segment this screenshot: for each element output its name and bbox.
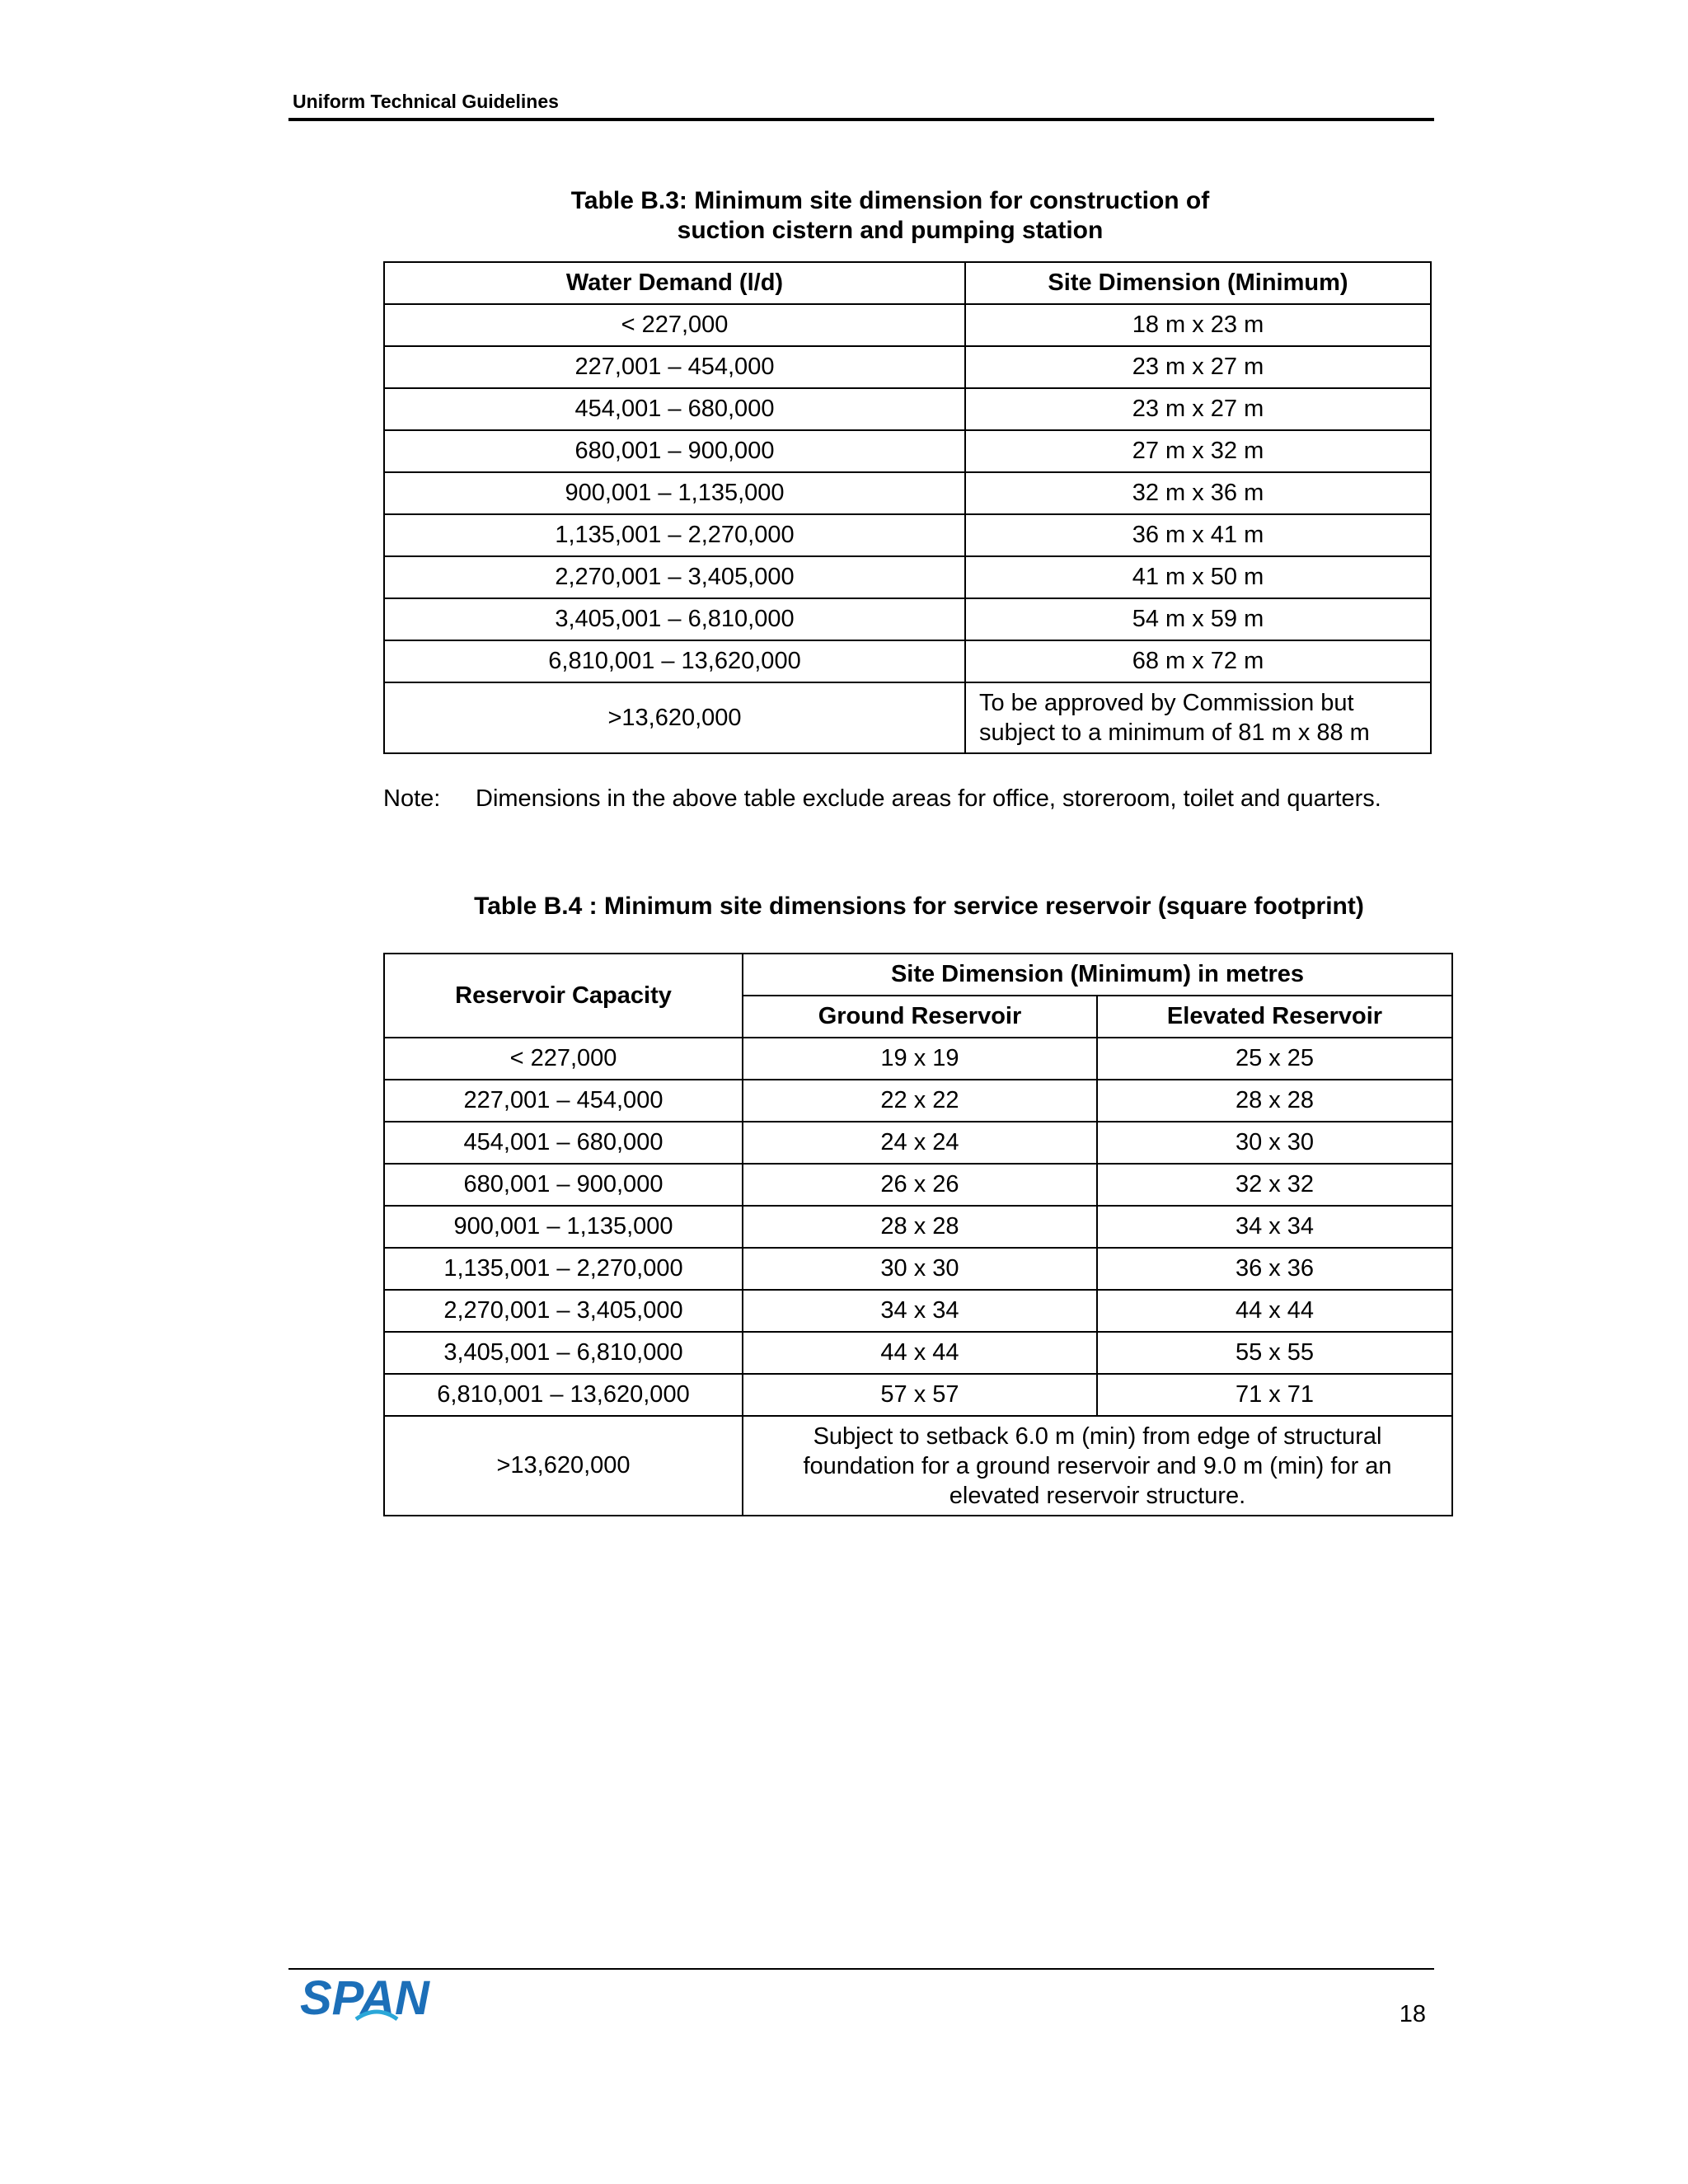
table-cell: 32 x 32 [1097,1164,1452,1206]
table-cell: 68 m x 72 m [965,640,1431,682]
table-cell: 30 x 30 [743,1248,1097,1290]
table-cell: 28 x 28 [743,1206,1097,1248]
table-cell: < 227,000 [384,1038,743,1080]
table-cell: 71 x 71 [1097,1374,1452,1416]
table-cell: 28 x 28 [1097,1080,1452,1122]
table-cell: 41 m x 50 m [965,556,1431,598]
table-row [384,346,1431,388]
table-row [384,304,1431,346]
table-cell: 36 x 36 [1097,1248,1452,1290]
table-b4-caption: Table B.4 : Minimum site dimensions for service reservoir (square footprint) [474,893,1364,920]
table-cell: 27 m x 32 m [965,430,1431,472]
table-header-row [384,954,1452,996]
table-row [384,1248,1452,1290]
table-cell: 6,810,001 – 13,620,000 [384,640,965,682]
column-header: Reservoir Capacity [384,954,743,1038]
table-cell: >13,620,000 [384,682,965,753]
note-label: Note: [383,785,441,812]
table-cell: 23 m x 27 m [965,388,1431,430]
column-header: Ground Reservoir [743,996,1097,1038]
table-row [384,514,1431,556]
table-cell: 18 m x 23 m [965,304,1431,346]
table-cell: 23 m x 27 m [965,346,1431,388]
column-header: Water Demand (l/d) [384,262,965,304]
note-text: Dimensions in the above table exclude areas for office, storeroom, toilet and quarters. [476,785,1381,812]
table-row [384,1206,1452,1248]
cell-line: To be approved by Commission but [979,690,1354,716]
table-cell: 54 m x 59 m [965,598,1431,640]
table-cell: 3,405,001 – 6,810,000 [384,1332,743,1374]
logo-wordmark: SPAN [300,1971,429,2025]
table-cell: 32 m x 36 m [965,472,1431,514]
table-cell [965,682,1431,753]
table-row [384,598,1431,640]
table-cell: 227,001 – 454,000 [384,1080,743,1122]
table-cell: >13,620,000 [384,1416,743,1516]
table-cell: 1,135,001 – 2,270,000 [384,514,965,556]
table-cell: 34 x 34 [1097,1206,1452,1248]
table-cell: < 227,000 [384,304,965,346]
table-b3 [383,261,1432,754]
table-cell: 57 x 57 [743,1374,1097,1416]
table-row [384,1416,1452,1516]
table-cell: 2,270,001 – 3,405,000 [384,556,965,598]
table-row [384,388,1431,430]
span-logo [298,1971,438,2027]
table-cell: 6,810,001 – 13,620,000 [384,1374,743,1416]
cell-line: foundation for a ground reservoir and 9.0 m (min) for an [803,1452,1392,1479]
table-row [384,1080,1452,1122]
table-cell: 2,270,001 – 3,405,000 [384,1290,743,1332]
note [383,785,1381,813]
table-cell: 36 m x 41 m [965,514,1431,556]
table-cell: 680,001 – 900,000 [384,430,965,472]
table-cell: 25 x 25 [1097,1038,1452,1080]
column-header: Site Dimension (Minimum) [965,262,1431,304]
table-row [384,1122,1452,1164]
table-row [384,1332,1452,1374]
table-row [384,1374,1452,1416]
table-header-row [384,262,1431,304]
table-cell: 26 x 26 [743,1164,1097,1206]
table-cell: 1,135,001 – 2,270,000 [384,1248,743,1290]
cell-line: Subject to setback 6.0 m (min) from edge of structural [813,1422,1382,1450]
footer-rule [288,1968,1434,1970]
table-row [384,430,1431,472]
table-row [384,1038,1452,1080]
table-cell: 44 x 44 [1097,1290,1452,1332]
table-row [384,556,1431,598]
table-cell: 900,001 – 1,135,000 [384,472,965,514]
table-cell: 34 x 34 [743,1290,1097,1332]
table-row [384,682,1431,753]
column-group-header: Site Dimension (Minimum) in metres [743,954,1452,996]
cell-line: subject to a minimum of 81 m x 88 m [979,719,1370,746]
table-b3-caption [383,186,1397,246]
table-cell: 454,001 – 680,000 [384,1122,743,1164]
table-row [384,472,1431,514]
table-cell: 227,001 – 454,000 [384,346,965,388]
table-b3-caption-line1: Table B.3: Minimum site dimension for construction of [570,187,1210,214]
cell-line: elevated reservoir structure. [949,1482,1246,1509]
table-b3-caption-line2: suction cistern and pumping station [677,217,1104,244]
table-cell [743,1416,1452,1516]
table-cell: 680,001 – 900,000 [384,1164,743,1206]
table-cell: 24 x 24 [743,1122,1097,1164]
table-row [384,1290,1452,1332]
table-cell: 44 x 44 [743,1332,1097,1374]
table-cell: 22 x 22 [743,1080,1097,1122]
column-header: Elevated Reservoir [1097,996,1452,1038]
table-cell: 454,001 – 680,000 [384,388,965,430]
table-row [384,640,1431,682]
header-rule [288,118,1434,121]
table-b4 [383,953,1453,1516]
table-cell: 900,001 – 1,135,000 [384,1206,743,1248]
table-row [384,1164,1452,1206]
table-cell: 19 x 19 [743,1038,1097,1080]
running-header: Uniform Technical Guidelines [293,91,559,112]
table-cell: 3,405,001 – 6,810,000 [384,598,965,640]
table-cell: 30 x 30 [1097,1122,1452,1164]
page-number: 18 [1399,2001,1426,2027]
table-cell: 55 x 55 [1097,1332,1452,1374]
